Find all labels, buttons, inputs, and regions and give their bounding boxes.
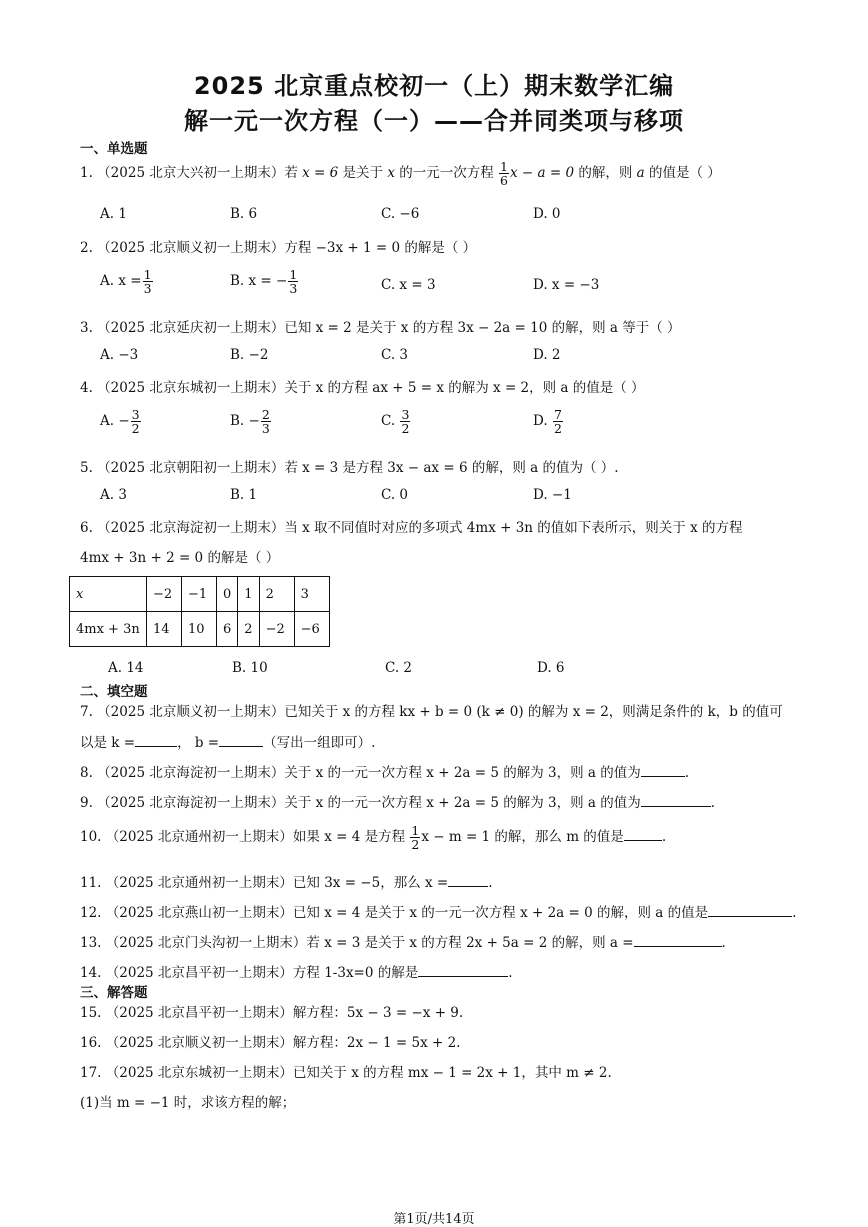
table-cell: 0	[217, 577, 238, 612]
option-d: D. x = −3	[533, 277, 600, 293]
value-table	[69, 576, 330, 647]
answer-blank[interactable]	[624, 827, 662, 841]
option-a: A. x = $\frac{1}{3}$	[100, 267, 152, 297]
table-cell: 6	[217, 612, 238, 647]
table-cell: 10	[182, 612, 217, 647]
table-cell: x	[70, 577, 147, 612]
answer-blank[interactable]	[708, 903, 792, 917]
answer-blank[interactable]	[634, 933, 722, 947]
question-1: 1. （2025 北京大兴初一上期末）若 x = 6 是关于 x 的一元一次方程 $\frac{1}{6}$ x − a = 0 的解，则 a 的值是（ ）	[80, 159, 721, 189]
option-c: C. −6	[381, 206, 420, 222]
question-8: 8. （2025 北京海淀初一上期末）关于 x 的一元一次方程 x + 2a = 5 的解为 3，则 a 的值为 .	[80, 765, 690, 781]
option-d: D. 6	[537, 660, 565, 676]
question-10: 10. （2025 北京通州初一上期末）如果 x = 4 是方程 $\frac{1}{2}$ x − m = 1 的解，那么 m 的值是 .	[80, 823, 667, 853]
option-d: D. $\frac{7}{2}$	[533, 407, 562, 437]
table-cell: −1	[182, 577, 217, 612]
answer-blank[interactable]	[641, 763, 685, 777]
table-cell: 2	[238, 612, 259, 647]
option-c: C. $\frac{3}{2}$	[381, 407, 410, 437]
answer-blank[interactable]	[641, 793, 711, 807]
section-heading-solve: 三、解答题	[80, 985, 148, 1001]
table-cell: −2	[259, 612, 294, 647]
table-cell: −2	[147, 577, 182, 612]
question-5: 5. （2025 北京朝阳初一上期末）若 x = 3 是方程 3x − ax = 6 的解，则 a 的值为（ ）.	[80, 460, 619, 476]
question-17: 17. （2025 北京东城初一上期末）已知关于 x 的方程 mx − 1 = 2x + 1，其中 m ≠ 2.	[80, 1065, 612, 1081]
table-row	[70, 612, 330, 647]
option-a: A. − $\frac{3}{2}$	[100, 407, 140, 437]
option-a: A. 1	[100, 206, 127, 222]
option-b: B. x = − $\frac{1}{3}$	[230, 267, 298, 297]
option-b: B. 10	[232, 660, 268, 676]
option-c: C. 2	[385, 660, 413, 676]
page-subtitle: 解一元一次方程（一）——合并同类项与移项	[184, 107, 684, 135]
question-12: 12. （2025 北京燕山初一上期末）已知 x = 4 是关于 x 的一元一次方程 x + 2a = 0 的解，则 a 的值是 .	[80, 905, 797, 921]
question-9: 9. （2025 北京海淀初一上期末）关于 x 的一元一次方程 x + 2a = 5 的解为 3，则 a 的值为 .	[80, 795, 716, 811]
option-b: B. 1	[230, 487, 258, 503]
option-b: B. 6	[230, 206, 258, 222]
question-16: 16. （2025 北京顺义初一上期末）解方程：2x − 1 = 5x + 2.	[80, 1035, 461, 1051]
answer-blank[interactable]	[448, 873, 488, 887]
option-a: A. −3	[100, 347, 139, 363]
question-4: 4. （2025 北京东城初一上期末）关于 x 的方程 ax + 5 = x 的解为 x = 2，则 a 的值是（ ）	[80, 380, 645, 396]
answer-blank[interactable]	[219, 733, 263, 747]
option-a: A. 3	[100, 487, 127, 503]
answer-blank[interactable]	[135, 733, 177, 747]
option-c: C. x = 3	[381, 277, 436, 293]
option-c: C. 3	[381, 347, 409, 363]
option-a: A. 14	[108, 660, 144, 676]
section-heading-single-choice: 一、单选题	[80, 141, 148, 157]
table-cell: −6	[294, 612, 329, 647]
section-heading-fill-in: 二、填空题	[80, 684, 148, 700]
table-row	[70, 577, 330, 612]
option-d: D. 0	[533, 206, 561, 222]
question-17-part-1: (1)当 m = −1 时，求该方程的解；	[80, 1095, 296, 1111]
question-2: 2. （2025 北京顺义初一上期末）方程 −3x + 1 = 0 的解是（ ）	[80, 240, 477, 256]
option-c: C. 0	[381, 487, 409, 503]
option-b: B. − $\frac{2}{3}$	[230, 407, 270, 437]
table-cell: 2	[259, 577, 294, 612]
table-cell: 1	[238, 577, 259, 612]
question-3: 3. （2025 北京延庆初一上期末）已知 x = 2 是关于 x 的方程 3x − 2a = 10 的解，则 a 等于（ ）	[80, 320, 681, 336]
page-footer: 第1页/共14页	[393, 1212, 475, 1227]
option-d: D. 2	[533, 347, 561, 363]
fraction: $\frac{1}{6}$	[500, 159, 508, 189]
question-7-line2: 以是 k = ， b = （写出一组即可）.	[80, 735, 376, 751]
question-13: 13. （2025 北京门头沟初一上期末）若 x = 3 是关于 x 的方程 2x + 5a = 2 的解，则 a = .	[80, 935, 726, 951]
option-d: D. −1	[533, 487, 572, 503]
question-7: 7. （2025 北京顺义初一上期末）已知关于 x 的方程 kx + b = 0 (k ≠ 0) 的解为 x = 2，则满足条件的 k，b 的值可	[80, 704, 783, 720]
option-b: B. −2	[230, 347, 269, 363]
question-15: 15. （2025 北京昌平初一上期末）解方程：5x − 3 = −x + 9.	[80, 1005, 464, 1021]
table-cell: 4mx + 3n	[70, 612, 147, 647]
page-title: 2025 北京重点校初一（上）期末数学汇编	[193, 72, 675, 100]
question-6: 6. （2025 北京海淀初一上期末）当 x 取不同值时对应的多项式 4mx + 3n 的值如下表所示，则关于 x 的方程	[80, 520, 743, 536]
question-14: 14. （2025 北京昌平初一上期末）方程 1-3x=0 的解是 .	[80, 965, 513, 981]
table-cell: 14	[147, 612, 182, 647]
question-6-line2: 4mx + 3n + 2 = 0 的解是（ ）	[80, 550, 280, 566]
answer-blank[interactable]	[418, 963, 508, 977]
table-cell: 3	[294, 577, 329, 612]
question-11: 11. （2025 北京通州初一上期末）已知 3x = −5，那么 x = .	[80, 875, 493, 891]
